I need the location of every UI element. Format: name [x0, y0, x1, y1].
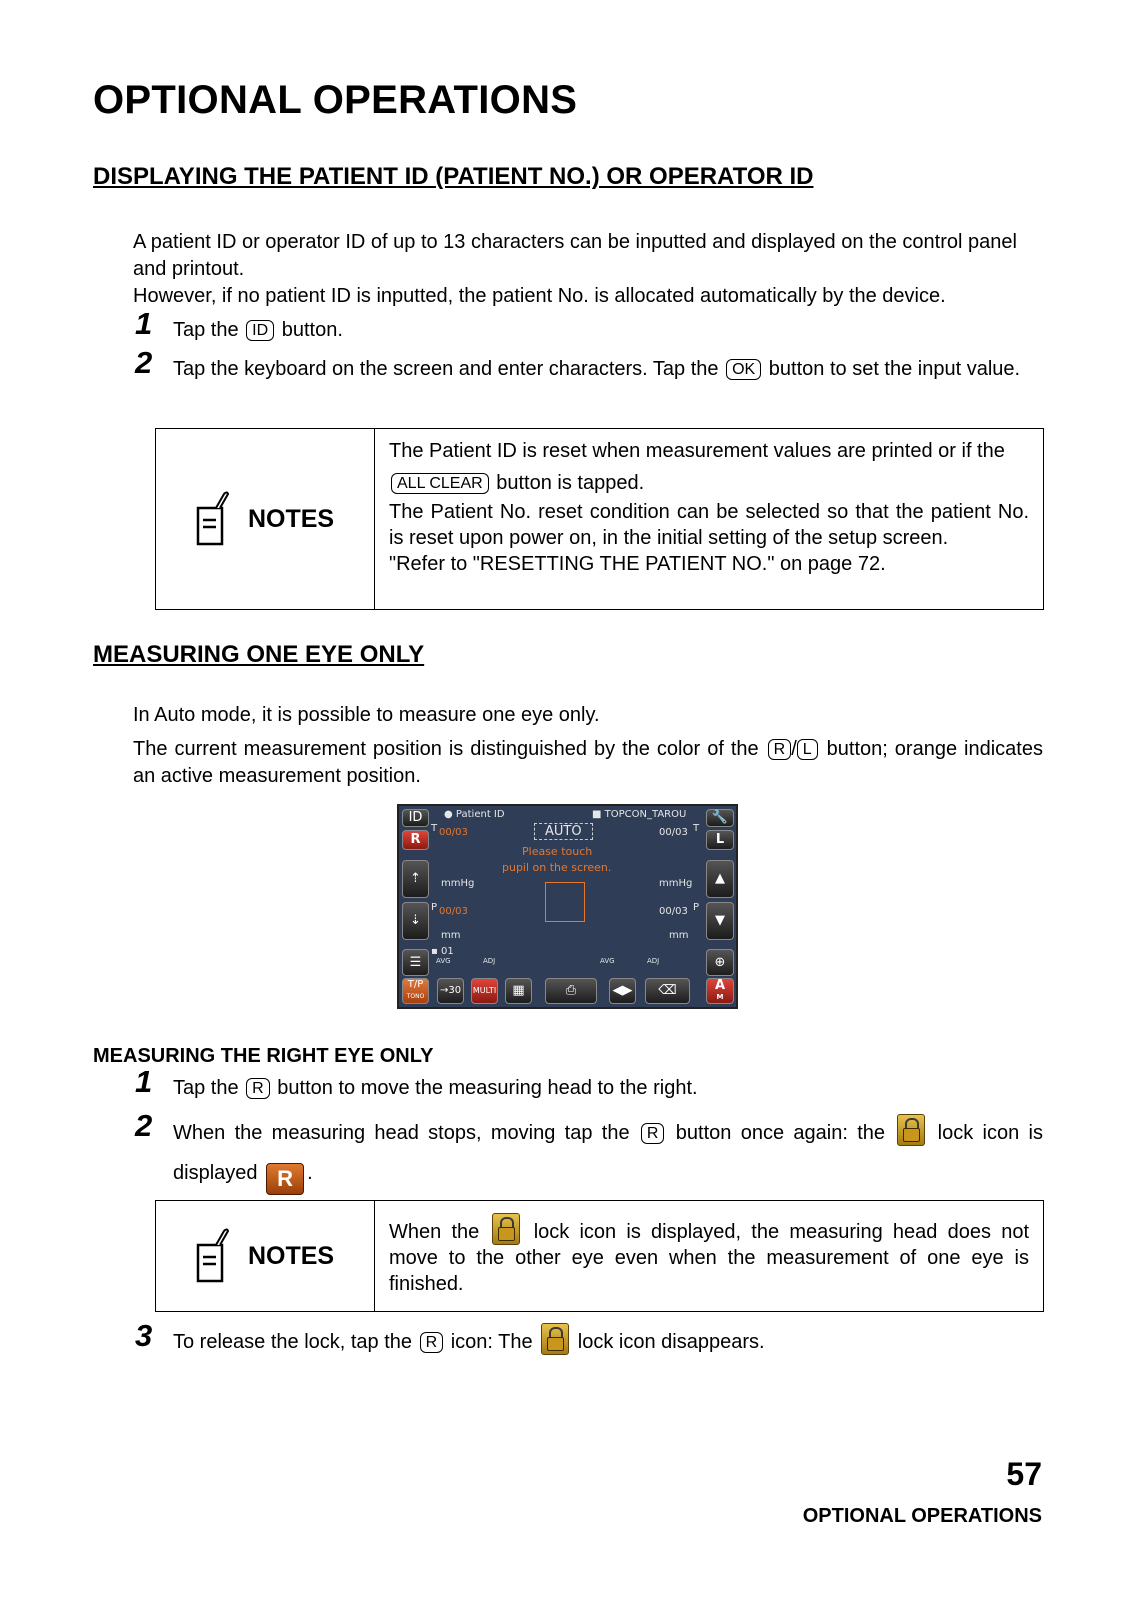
- screen-id-button[interactable]: ID: [402, 809, 429, 827]
- notes-box: [155, 428, 1044, 610]
- p2-sep: /: [791, 738, 797, 760]
- lock-note: [389, 1213, 1029, 1297]
- notes-box: [155, 1200, 1044, 1312]
- screen-r-button[interactable]: R: [402, 830, 429, 850]
- patient-id-text: Patient ID: [455, 809, 505, 820]
- step-text: [173, 1323, 1043, 1361]
- table-icon: ▦: [512, 983, 525, 998]
- step-text-mid: button once again: the: [675, 1122, 886, 1144]
- note-2: The Patient No. reset condition can be selected so that the patient No. is reset upon power on, in the initial setting of the setup screen.: [389, 501, 1029, 549]
- t-label-left: T: [431, 823, 438, 834]
- intro-line-2: However, if no patient ID is inputted, the patient No. is allocated automatically by the device.: [133, 285, 946, 307]
- note-3: "Refer to "RESETTING THE PATIENT NO." on page 72.: [389, 553, 886, 575]
- step-number: 2: [135, 1108, 153, 1143]
- p-value-right: 00/03: [659, 906, 688, 917]
- instruction-line-1: Please touch: [522, 845, 593, 858]
- p2-post: button; orange indicates an active measurement position.: [133, 738, 1043, 787]
- mm-right: mm: [669, 930, 689, 941]
- tp-label: T/P: [407, 979, 424, 990]
- notes-label: NOTES: [247, 1241, 335, 1270]
- split-icon: ◀▶: [612, 983, 633, 998]
- mm-left: mm: [441, 930, 461, 941]
- move-down-icon: ⇣: [410, 913, 421, 928]
- adj-right: ADJ: [647, 957, 660, 965]
- t-value-left: 00/03: [439, 827, 468, 838]
- count-value: 01: [440, 946, 454, 957]
- device-screen: [397, 804, 738, 1009]
- r-key-label: R: [768, 739, 792, 760]
- unit-left: mmHg: [441, 878, 475, 889]
- step-text-pre: To release the lock, tap the: [173, 1331, 413, 1353]
- footer-section-title: OPTIONAL OPERATIONS: [802, 1505, 1042, 1527]
- eraser-icon: ⌫: [658, 983, 677, 998]
- up-arrow-icon: ▲: [715, 871, 725, 886]
- adj-left: ADJ: [483, 957, 496, 965]
- step-text-pre: Tap the: [173, 319, 239, 341]
- patient-icon: ●: [444, 809, 453, 820]
- step-text: [173, 311, 1043, 349]
- target-frame[interactable]: [545, 882, 585, 922]
- screen-clear-button[interactable]: [645, 978, 690, 1004]
- step-text-post: button.: [281, 319, 343, 341]
- notes-header: [156, 1201, 375, 1311]
- measure-count: [431, 946, 454, 957]
- lock-note-pre: When the: [389, 1221, 480, 1243]
- chin-rest-icon: ☰: [409, 955, 422, 970]
- screen-print-button[interactable]: [545, 978, 597, 1004]
- t-value-right: 00/03: [659, 827, 688, 838]
- step-number: 1: [135, 306, 153, 341]
- operator-label: [592, 809, 686, 820]
- unit-right: mmHg: [659, 878, 693, 889]
- r-key-label: R: [641, 1123, 665, 1144]
- screen-auto-button[interactable]: [706, 978, 734, 1004]
- step-text-pre: Tap the keyboard on the screen and enter characters. Tap the: [173, 358, 719, 380]
- intro-line-1: A patient ID or operator ID of up to 13 characters can be inputted and displayed on the control panel and printout.: [133, 231, 1017, 280]
- notes-content: [375, 1201, 1043, 1311]
- r-key-label: R: [420, 1332, 444, 1353]
- id-key-label: ID: [246, 320, 274, 341]
- screen-down-button[interactable]: [706, 902, 734, 940]
- m-label: M: [716, 993, 724, 1001]
- p2-pre: The current measurement position is distinguished by the color of the: [133, 738, 759, 760]
- a-label: A: [714, 978, 726, 993]
- instruction-line-2: pupil on the screen.: [502, 861, 612, 874]
- step-text-pre: Tap the: [173, 1077, 239, 1099]
- p-label-left: P: [431, 902, 438, 913]
- operator-icon: ■: [592, 809, 602, 820]
- step-text-post: button to move the measuring head to the right.: [277, 1077, 698, 1099]
- tono-label: TONO: [406, 993, 425, 1000]
- arrow-right-icon: →: [439, 985, 449, 996]
- printer-icon: ⎙: [565, 983, 577, 998]
- note-1-post: button is tapped.: [496, 472, 645, 494]
- screen-l-button[interactable]: L: [706, 830, 734, 850]
- step-text-end: .: [307, 1162, 313, 1184]
- screen-tp-button[interactable]: [402, 978, 429, 1004]
- p-label-right: P: [693, 902, 700, 913]
- page-title: OPTIONAL OPERATIONS: [93, 78, 578, 122]
- step-text-pre: When the measuring head stops, moving tap the: [173, 1122, 630, 1144]
- avg-left: AVG: [436, 957, 451, 965]
- step-text-mid: icon: The: [450, 1331, 533, 1353]
- r-lock-icon: R: [266, 1163, 304, 1195]
- note-1-pre: The Patient ID is reset when measurement values are printed or if the: [389, 440, 1005, 462]
- lock-icon: [897, 1114, 925, 1146]
- move-up-icon: ⇡: [410, 871, 421, 886]
- down-arrow-icon: ▼: [715, 913, 725, 928]
- avg-right: AVG: [600, 957, 615, 965]
- one-eye-paragraph-2: [133, 736, 1043, 790]
- step-text-post: button to set the input value.: [768, 358, 1021, 380]
- note-1: [389, 435, 1029, 499]
- lock-icon: [541, 1323, 569, 1355]
- intro-paragraph: [133, 229, 1043, 310]
- l-key-label: L: [797, 739, 818, 760]
- crosshair-icon: ⊕: [714, 955, 726, 970]
- thirty-label: 30: [448, 985, 462, 996]
- lock-note-post: lock icon is displayed, the measuring head does not move to the other eye even when the measurement of one eye is finished.: [389, 1221, 1029, 1295]
- step-text: [173, 350, 1043, 388]
- screen-compare-button[interactable]: [609, 978, 636, 1004]
- r-key-label: R: [246, 1078, 270, 1099]
- notes-pencil-icon: [196, 1227, 230, 1285]
- section-heading-right-eye: MEASURING THE RIGHT EYE ONLY: [93, 1045, 434, 1067]
- lock-icon: [492, 1213, 520, 1245]
- step-text-post: lock icon disappears.: [577, 1331, 765, 1353]
- screen-up-button[interactable]: [706, 860, 734, 898]
- mode-indicator[interactable]: AUTO: [534, 823, 593, 840]
- screen-30-button[interactable]: [437, 978, 464, 1004]
- wrench-icon: 🔧: [711, 810, 729, 825]
- notes-pencil-icon: [196, 490, 230, 548]
- screen-multi-button[interactable]: MULTI: [471, 978, 498, 1004]
- step-text: [173, 1069, 1043, 1107]
- screen-target-button[interactable]: [706, 949, 734, 976]
- step-number: 1: [135, 1064, 153, 1099]
- operator-name: TOPCON_TAROU: [604, 809, 687, 820]
- step-number: 3: [135, 1318, 153, 1353]
- section-heading-patient-id: DISPLAYING THE PATIENT ID (PATIENT NO.) OR OPERATOR ID: [93, 163, 814, 190]
- screen-head-down-button[interactable]: [402, 902, 429, 940]
- ok-key-label: OK: [726, 359, 761, 380]
- count-icon: ▪: [431, 946, 438, 957]
- all-clear-key-label: ALL CLEAR: [391, 473, 489, 494]
- screen-head-up-button[interactable]: [402, 860, 429, 898]
- screen-chin-rest-button[interactable]: [402, 949, 429, 976]
- step-text: [173, 1113, 1043, 1195]
- notes-label: NOTES: [247, 504, 335, 533]
- screen-table-button[interactable]: [505, 978, 532, 1004]
- p-value-left: 00/03: [439, 906, 468, 917]
- page-number: 57: [1006, 1456, 1042, 1492]
- notes-content: [375, 429, 1043, 609]
- notes-header: [156, 429, 375, 609]
- one-eye-paragraph-1: In Auto mode, it is possible to measure one eye only.: [133, 704, 600, 726]
- patient-id-label: [444, 809, 505, 820]
- step-number: 2: [135, 345, 153, 380]
- section-heading-one-eye: MEASURING ONE EYE ONLY: [93, 641, 425, 668]
- t-label-right: T: [693, 823, 700, 834]
- step-text-post: lock icon is displayed: [173, 1122, 1044, 1184]
- screen-settings-button[interactable]: [706, 809, 734, 827]
